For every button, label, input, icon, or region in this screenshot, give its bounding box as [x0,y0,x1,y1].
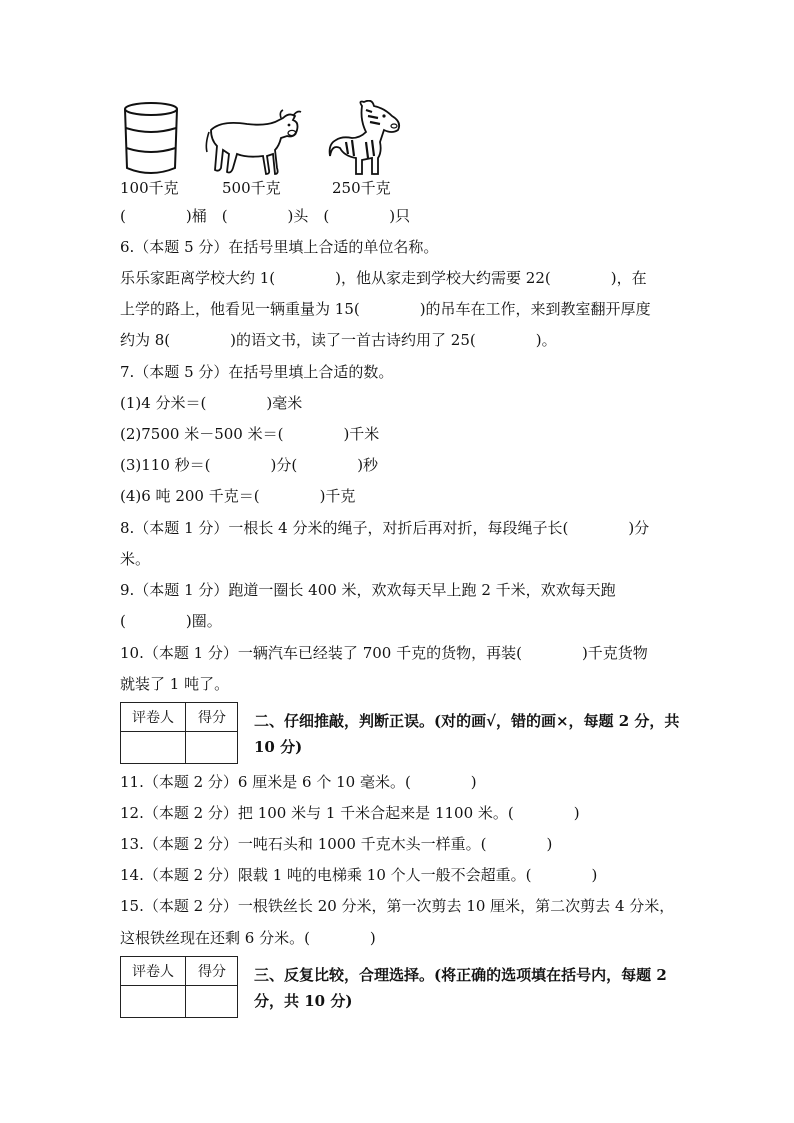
q11: 11.（本题 2 分）6 厘米是 6 个 10 毫米。( ) [120,773,477,791]
q7-part-4: (4)6 吨 200 千克＝( )千克 [120,487,356,505]
section3-title: 三、反复比较，合理选择。(将正确的选项填在括号内，每题 2 分，共 10 分) [254,966,667,1010]
q7-stem: 7.（本题 5 分）在括号里填上合适的数。 [120,363,394,381]
barrel-caption: 100千克 [120,179,179,197]
score-label: 得分 [198,710,226,726]
image-answer-line: ( )桶 ( )头 ( )只 [120,207,411,225]
q9-line-1: 9.（本题 1 分）跑道一圈长 400 米，欢欢每天早上跑 2 千米，欢欢每天跑 [120,581,616,599]
grader-label: 评卷人 [132,710,174,726]
q6-line-3: 约为 8( )的语文书，读了一首古诗约用了 25( )。 [120,331,557,349]
q7-part-2: (2)7500 米－500 米＝( )千米 [120,425,380,443]
q8-line-2: 米。 [120,550,151,568]
q10-line-2: 就装了 1 吨了。 [120,675,230,693]
q7-part-3: (3)110 秒＝( )分( )秒 [120,456,379,474]
grader-label: 评卷人 [132,964,174,980]
q6-line-1: 乐乐家距离学校大约 1( )，他从家走到学校大约需要 22( )，在 [120,269,647,287]
section2-title: 二、仔细推敲，判断正误。(对的画√，错的画×，每题 2 分，共 10 分) [254,712,680,756]
q15-line-1: 15.（本题 2 分）一根铁丝长 20 分米，第一次剪去 10 厘米，第二次剪去 4 分米， [120,897,675,915]
q9-line-2: ( )圈。 [120,612,222,630]
zebra-image [322,100,404,180]
barrel-image [120,100,182,178]
q14: 14.（本题 2 分）限载 1 吨的电梯乘 10 个人一般不会超重。( ) [120,866,598,884]
zebra-caption: 250千克 [332,179,391,197]
q6-stem: 6.（本题 5 分）在括号里填上合适的单位名称。 [120,238,439,256]
cow-image [203,108,303,180]
q6-line-2: 上学的路上，他看见一辆重量为 15( )的吊车在工作，来到教室翻开厚度 [120,300,651,318]
score-label: 得分 [198,964,226,980]
q13: 13.（本题 2 分）一吨石头和 1000 千克木头一样重。( ) [120,835,553,853]
q10-line-1: 10.（本题 1 分）一辆汽车已经装了 700 千克的货物，再装( )千克货物 [120,644,648,662]
q15-line-2: 这根铁丝现在还剩 6 分米。( ) [120,929,376,947]
q7-part-1: (1)4 分米＝( )毫米 [120,394,303,412]
section2-score-table [120,702,238,764]
q8-line-1: 8.（本题 1 分）一根长 4 分米的绳子，对折后再对折，每段绳子长( )分 [120,519,650,537]
section3-score-table [120,956,238,1018]
q12: 12.（本题 2 分）把 100 米与 1 千米合起来是 1100 米。( ) [120,804,580,822]
cow-caption: 500千克 [222,179,281,197]
